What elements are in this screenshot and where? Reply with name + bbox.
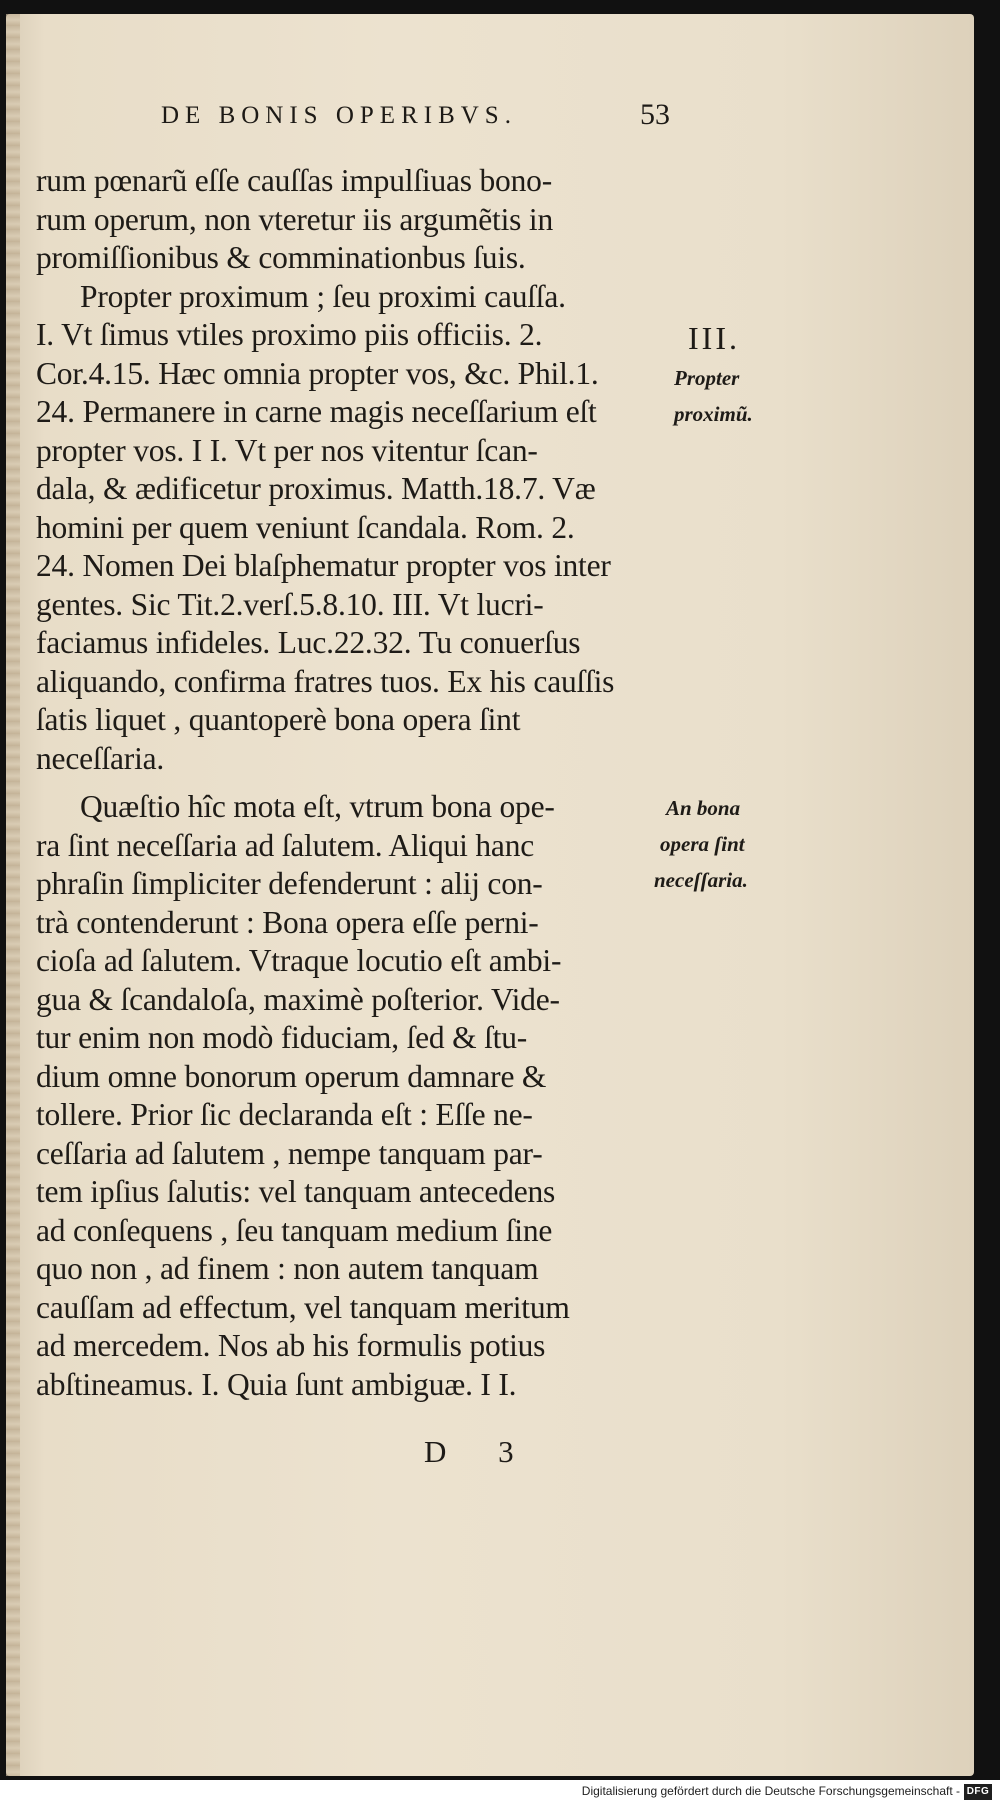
margin-note-number: III. <box>688 320 740 356</box>
text-line: neceſſaria. <box>36 740 165 776</box>
text-line: ad conſequens , ſeu tanquam medium ſine <box>36 1212 553 1248</box>
running-head: DE BONIS OPERIBVS. <box>161 102 517 129</box>
text-line: gentes. Sic Tit.2.verſ.5.8.10. III. Vt lucri- <box>36 586 544 622</box>
text-line: abſtineamus. I. Quia ſunt ambiguæ. I I. <box>36 1366 517 1402</box>
margin-note-text: proximũ. <box>674 402 753 426</box>
text-line: promiſſionibus & comminationbus ſuis. <box>36 240 526 275</box>
text-line: 24. Permanere in carne magis neceſſarium eſt <box>36 394 597 429</box>
text-line: rum pœnarũ eſſe cauſſas impulſiuas bono- <box>36 163 552 198</box>
text-line: propter vos. I I. Vt per nos vitentur ſcan- <box>36 432 538 468</box>
text-line: rum operum, non vteretur iis argumẽtis in <box>36 201 553 237</box>
text-line: dium omne bonorum operum damnare & <box>36 1058 547 1094</box>
text-line: Propter proximum ; ſeu proximi cauſſa. <box>80 278 566 314</box>
footer-bar <box>0 1780 1000 1805</box>
text-line: phraſin ſimpliciter defenderunt : alij con- <box>36 866 543 901</box>
text-line: quo non , ad finem : non autem tanquam <box>36 1251 539 1286</box>
margin-note-text: opera ſint <box>660 832 745 856</box>
text-line: cauſſam ad effectum, vel tanquam meritum <box>36 1289 570 1325</box>
text-line: tem ipſius ſalutis: vel tanquam antecedens <box>36 1174 556 1209</box>
text-line: tur enim non modò fiduciam, ſed & ſtu- <box>36 1020 528 1055</box>
text-line: ra ſint neceſſaria ad ſalutem. Aliqui hanc <box>36 827 535 863</box>
text-line: I. Vt ſimus vtiles proximo piis officiis. 2. <box>36 317 543 352</box>
paragraph-gap <box>36 778 676 788</box>
text-line: ceſſaria ad ſalutem , nempe tanquam par- <box>36 1135 543 1171</box>
book-page <box>6 14 974 1776</box>
text-line: tollere. Prior ſic declaranda eſt : Eſſe ne- <box>36 1097 533 1132</box>
text-line: aliquando, confirma fratres tuos. Ex his cauſſis <box>36 663 615 699</box>
body-text <box>36 162 676 1404</box>
text-line: ad mercedem. Nos ab his formulis potius <box>36 1328 546 1363</box>
dfg-logo-icon: DFG <box>964 1784 992 1800</box>
margin-note-text: An bona <box>666 796 741 820</box>
margin-note-text: Propter <box>674 366 740 390</box>
page-number: 53 <box>640 98 670 131</box>
page-binding-edge <box>6 14 20 1776</box>
text-line: trà contenderunt : Bona opera eſſe perni- <box>36 904 539 940</box>
text-line: ſatis liquet , quantoperè bona opera ſint <box>36 702 521 737</box>
text-line: faciamus infideles. Luc.22.32. Tu conuerſus <box>36 625 581 660</box>
margin-note-text: neceſſaria. <box>654 868 748 892</box>
footer-credit: Digitalisierung gefördert durch die Deutsche Forschungsgemeinschaft - <box>581 1784 960 1798</box>
text-line: homini per quem veniunt ſcandala. Rom. 2. <box>36 509 575 545</box>
text-line: 24. Nomen Dei blaſphematur propter vos inter <box>36 548 611 583</box>
text-line: cioſa ad ſalutem. Vtraque locutio eſt ambi- <box>36 943 562 978</box>
text-line: gua & ſcandaloſa, maximè poſterior. Vide- <box>36 981 560 1017</box>
signature-mark: D 3 <box>424 1434 536 1469</box>
text-line: dala, & ædificetur proximus. Matth.18.7. Væ <box>36 471 596 506</box>
text-line: Quæſtio hîc mota eſt, vtrum bona ope- <box>80 789 555 824</box>
text-line: Cor.4.15. Hæc omnia propter vos, &c. Phil.1. <box>36 355 599 391</box>
